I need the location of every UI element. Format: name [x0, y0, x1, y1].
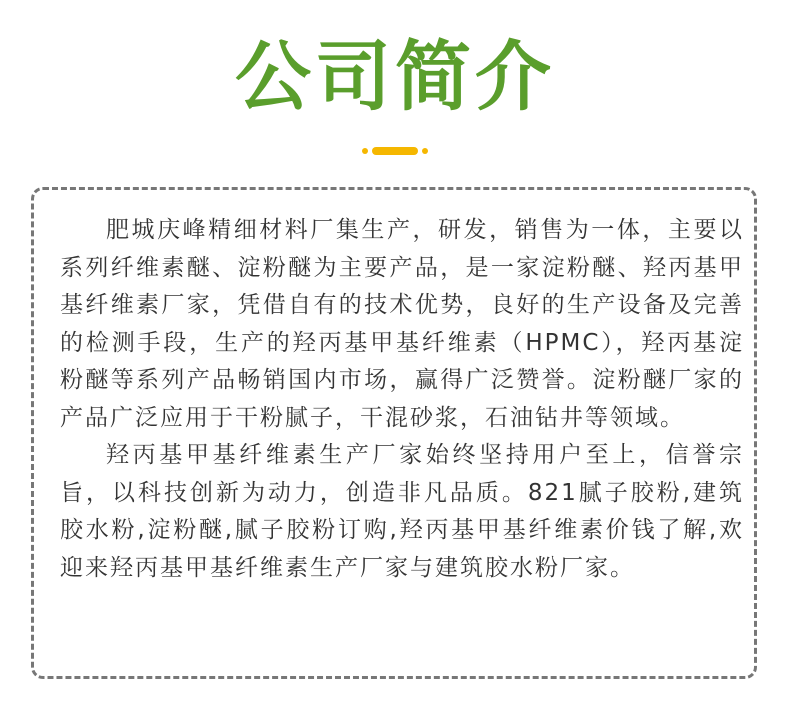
company-intro-text	[60, 212, 744, 587]
ornament-dot-left	[362, 148, 368, 154]
intro-paragraph-2: 羟丙基甲基纤维素生产厂家始终坚持用户至上，信誉宗旨，以科技创新为动力，创造非凡品质。821腻子胶粉,建筑胶水粉,淀粉醚,腻子胶粉订购,羟丙基甲基纤维素价钱了解,欢迎来羟丙基甲基纤维素生产厂家与建筑胶水粉厂家。	[60, 442, 744, 581]
intro-paragraph-1: 肥城庆峰精细材料厂集生产，研发，销售为一体，主要以系列纤维素醚、淀粉醚为主要产品，是一家淀粉醚、羟丙基甲基纤维素厂家，凭借自有的技术优势，良好的生产设备及完善的检测手段，生产的羟丙基甲基纤维素（HPMC），羟丙基淀粉醚等系列产品畅销国内市场，赢得广泛赞誉。淀粉醚厂家的产品广泛应用于干粉腻子，干混砂浆，石油钻井等领域。	[60, 217, 744, 431]
page-title: 公司简介	[235, 32, 555, 121]
title-divider-ornament	[362, 146, 428, 156]
ornament-dot-right	[422, 148, 428, 154]
ornament-bar	[372, 147, 418, 155]
